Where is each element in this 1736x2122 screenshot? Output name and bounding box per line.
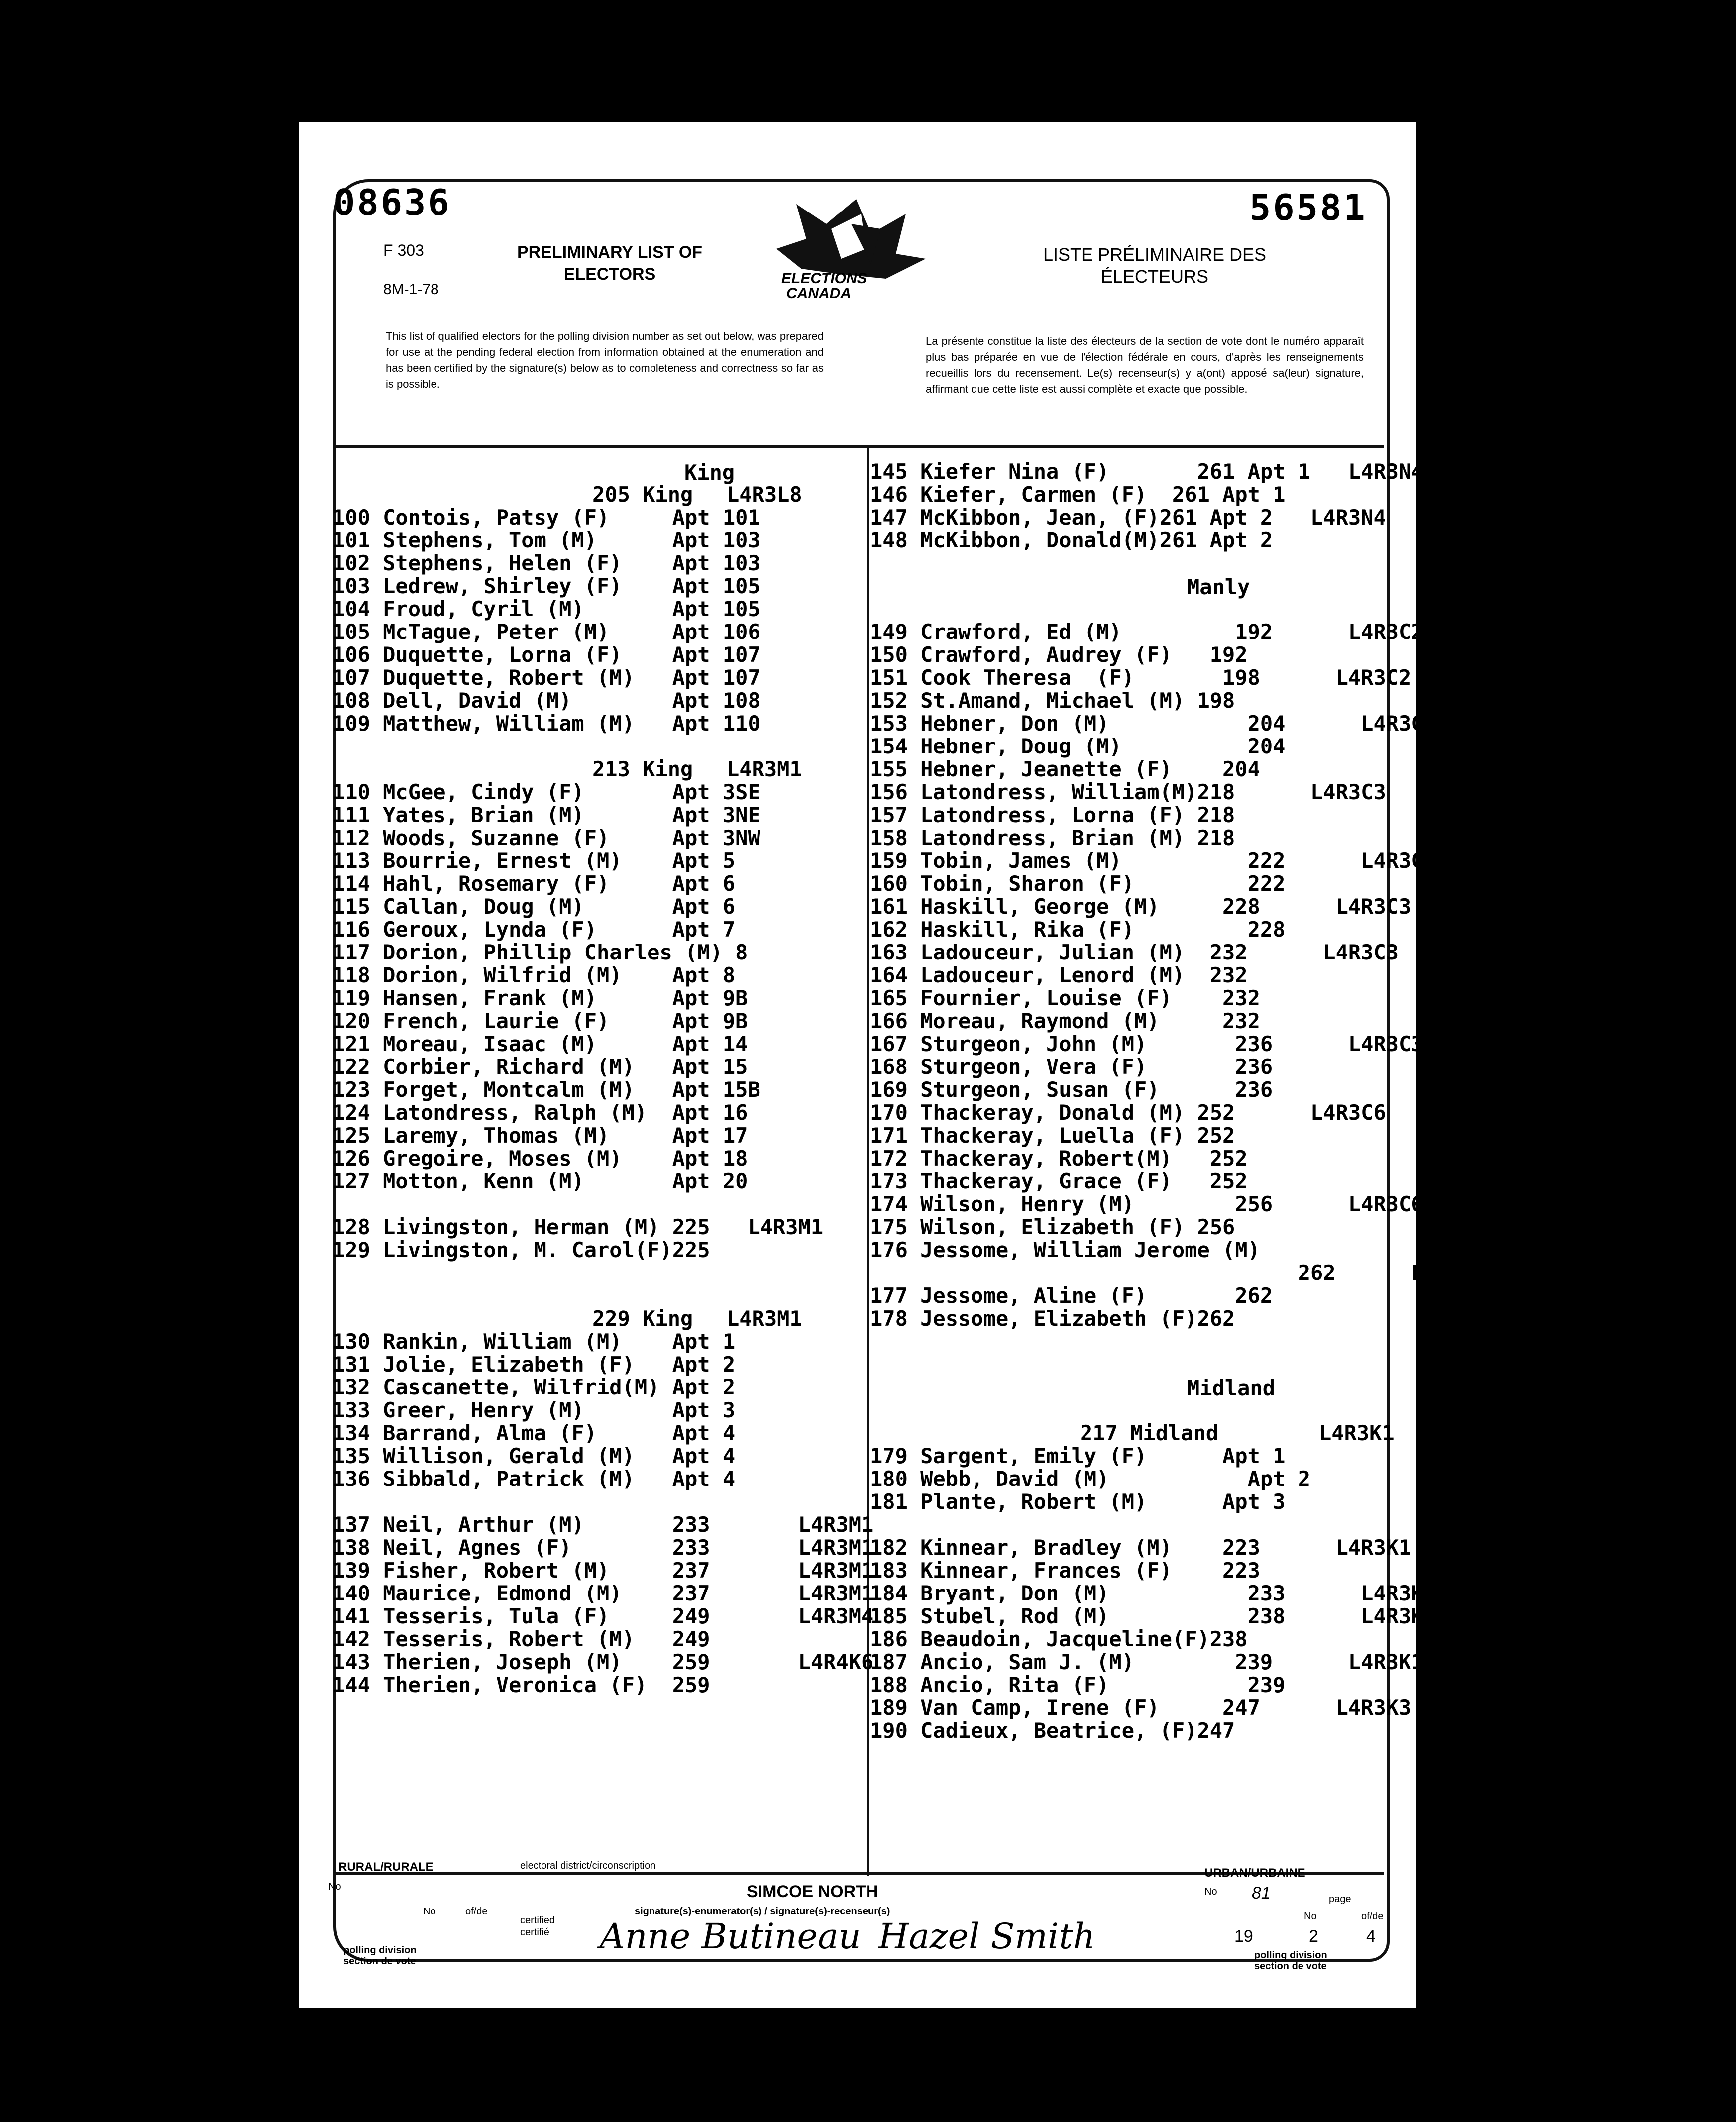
elector-row: 126 Gregoire, Moses (M) Apt 18: [332, 1146, 748, 1170]
elector-row: 171 Thackeray, Luella (F) 252: [870, 1123, 1235, 1148]
elector-row: 154 Hebner, Doug (M) 204: [870, 734, 1286, 758]
elector-row: 122 Corbier, Richard (M) Apt 15: [332, 1055, 748, 1079]
elector-row: 181 Plante, Robert (M) Apt 3: [870, 1489, 1286, 1514]
signature-label: signature(s)-enumerator(s) / signature(s)-recenseur(s): [635, 1906, 890, 1917]
elector-row: 157 Latondress, Lorna (F) 218: [870, 803, 1235, 827]
elector-row: 167 Sturgeon, John (M) 236 L4R3C3: [870, 1032, 1424, 1056]
intro-english: This list of qualified electors for the polling division number as set out below, was prepared for use at the pending federal election from information obtained at the enumeration and has been certified by the signature(s) below as to completeness and correctness so far as is possible.: [386, 330, 824, 390]
serial-number-left: 08636: [333, 182, 451, 223]
elector-row: 149 Crawford, Ed (M) 192 L4R3C2: [870, 620, 1424, 644]
elector-row: 150 Crawford, Audrey (F) 192: [870, 642, 1248, 667]
elector-row: 169 Sturgeon, Susan (F) 236: [870, 1077, 1273, 1102]
elector-row: 137 Neil, Arthur (M) 233 L4R3M1: [332, 1512, 874, 1537]
elector-row: 163 Ladouceur, Julian (M) 232 L4R3C3: [870, 940, 1399, 964]
elector-row: 111 Yates, Brian (M) Apt 3NE: [332, 803, 760, 827]
elector-row: 138 Neil, Agnes (F) 233 L4R3M1: [332, 1535, 874, 1560]
elector-row: 174 Wilson, Henry (M) 256 L4R3C6: [870, 1192, 1424, 1216]
elector-row: 189 Van Camp, Irene (F) 247 L4R3K3: [870, 1696, 1411, 1720]
elector-row: 176 Jessome, William Jerome (M): [870, 1238, 1260, 1262]
page-of-label: of/de: [1361, 1911, 1384, 1922]
elector-row: 130 Rankin, William (M) Apt 1: [332, 1329, 736, 1354]
elector-row: 125 Laremy, Thomas (M) Apt 17: [332, 1123, 748, 1148]
elector-row: 135 Willison, Gerald (M) Apt 4: [332, 1444, 736, 1468]
certifie-label: certifié: [520, 1927, 549, 1938]
elector-row: 182 Kinnear, Bradley (M) 223 L4R3K1: [870, 1535, 1411, 1560]
elector-row: 187 Ancio, Sam J. (M) 239 L4R3K1: [870, 1650, 1424, 1674]
header-divider: [333, 445, 1384, 448]
elector-row: 140 Maurice, Edmond (M) 237 L4R3M1: [332, 1581, 874, 1605]
elector-row: 160 Tobin, Sharon (F) 222: [870, 871, 1286, 896]
polling-division-label-right-fr: section de vote: [1254, 1961, 1327, 1972]
rural-no-label: No: [328, 1881, 341, 1892]
elector-row: 165 Fournier, Louise (F) 232: [870, 986, 1260, 1010]
elector-row: 104 Froud, Cyril (M) Apt 105: [332, 597, 760, 621]
enumerator-signature-1: Anne Butineau: [600, 1916, 861, 1957]
district-label: electoral district/circonscription: [520, 1860, 656, 1871]
elector-row: 123 Forget, Montcalm (M) Apt 15B: [332, 1077, 760, 1102]
elector-row: 115 Callan, Doug (M) Apt 6: [332, 894, 736, 919]
elector-row: 144 Therien, Veronica (F) 259: [332, 1673, 710, 1697]
polling-no-label: No: [423, 1906, 436, 1917]
elector-row: 109 Matthew, William (M) Apt 110: [332, 711, 760, 736]
street-heading: Manly: [1187, 575, 1250, 599]
elector-row: 107 Duquette, Robert (M) Apt 107: [332, 665, 760, 690]
elector-row: 121 Moreau, Isaac (M) Apt 14: [332, 1032, 748, 1056]
elector-row: 184 Bryant, Don (M) 233 L4R3K1: [870, 1581, 1436, 1605]
elector-row: 103 Ledrew, Shirley (F) Apt 105: [332, 574, 760, 598]
elector-row: 151 Cook Theresa (F) 198 L4R3C2: [870, 665, 1411, 690]
elector-row: 175 Wilson, Elizabeth (F) 256: [870, 1215, 1235, 1239]
polling-division-label: polling division: [343, 1945, 417, 1956]
elector-row: 101 Stephens, Tom (M) Apt 103: [332, 528, 760, 552]
elector-row: 188 Ancio, Rita (F) 239: [870, 1673, 1286, 1697]
logo-text-line2: CANADA: [786, 285, 851, 302]
address-heading: 213 King: [592, 757, 693, 781]
elector-row: 105 McTague, Peter (M) Apt 106: [332, 620, 760, 644]
form-number: F 303: [383, 241, 424, 259]
polling-of-label: of/de: [465, 1906, 488, 1917]
postal-code: L4R3L8: [727, 482, 802, 507]
address-heading: 205 King: [592, 482, 693, 507]
elector-row: 127 Motton, Kenn (M) Apt 20: [332, 1169, 748, 1193]
page-total-value: 4: [1366, 1927, 1376, 1946]
postal-code: L4R3M1: [727, 1306, 802, 1331]
serial-number-right: 56581: [1249, 187, 1367, 228]
elector-row: 110 McGee, Cindy (F) Apt 3SE: [332, 780, 760, 804]
polling-division-label-fr: section de vote: [343, 1956, 416, 1967]
elector-row: 170 Thackeray, Donald (M) 252 L4R3C6: [870, 1100, 1386, 1125]
elector-row: 186 Beaudoin, Jacqueline(F)238: [870, 1627, 1248, 1651]
address-heading: 229 King: [592, 1306, 693, 1331]
elector-row: 106 Duquette, Lorna (F) Apt 107: [332, 642, 760, 667]
elector-row: 146 Kiefer, Carmen (F) 261 Apt 1: [870, 482, 1286, 507]
elector-row: 161 Haskill, George (M) 228 L4R3C3: [870, 894, 1411, 919]
elector-row: 128 Livingston, Herman (M) 225 L4R3M1: [332, 1215, 824, 1239]
elector-row: 112 Woods, Suzanne (F) Apt 3NW: [332, 826, 760, 850]
elector-row: 166 Moreau, Raymond (M) 232: [870, 1009, 1260, 1033]
elector-row: 134 Barrand, Alma (F) Apt 4: [332, 1421, 736, 1445]
elector-row: 178 Jessome, Elizabeth (F)262: [870, 1306, 1235, 1331]
address-heading: 217 Midland: [1080, 1421, 1219, 1445]
elector-row: 113 Bourrie, Ernest (M) Apt 5: [332, 849, 736, 873]
certified-label: certified: [520, 1915, 555, 1926]
title-fr-line1: LISTE PRÉLIMINAIRE DES: [1043, 244, 1267, 265]
title-french: [1015, 244, 1294, 288]
elector-row: 114 Hahl, Rosemary (F) Apt 6: [332, 871, 736, 896]
elector-row: 159 Tobin, James (M) 222 L4R3C3: [870, 849, 1436, 873]
elector-row: 177 Jessome, Aline (F) 262: [870, 1283, 1273, 1308]
elector-row: 142 Tesseris, Robert (M) 249: [332, 1627, 710, 1651]
elector-row: 173 Thackeray, Grace (F) 252: [870, 1169, 1248, 1193]
elector-row: 136 Sibbald, Patrick (M) Apt 4: [332, 1467, 736, 1491]
elector-row: 155 Hebner, Jeanette (F) 204: [870, 757, 1260, 781]
enumerator-signature-2: Hazel Smith: [878, 1916, 1095, 1957]
elector-row: 143 Therien, Joseph (M) 259 L4R4K6: [332, 1650, 874, 1674]
postal-code: L4R3M1: [727, 757, 802, 781]
elector-row: 262 L4R3C6: [870, 1261, 1487, 1285]
intro-french: La présente constitue la liste des électeurs de la section de vote dont le numéro apparaît plus bas préparée en vue de l'élection fédérale en cours, d'après les renseignements recueillis lors du recensement. Le(s) recenseur(s) y a(ont) apposé sa(leur) signature, affirmant que cette liste est aussi complète et exacte que possible.: [926, 335, 1364, 395]
title-en-line1: PRELIMINARY LIST OF: [517, 243, 703, 262]
street-heading: Midland: [1187, 1376, 1276, 1400]
elector-row: 147 McKibbon, Jean, (F)261 Apt 2 L4R3N4: [870, 505, 1386, 530]
form-date: 8M-1-78: [383, 281, 439, 298]
year-value: 19: [1234, 1927, 1253, 1946]
elector-row: 129 Livingston, M. Carol(F)225: [332, 1238, 710, 1262]
title-fr-line2: ÉLECTEURS: [1100, 266, 1209, 287]
urban-label: URBAN/URBAINE: [1204, 1866, 1305, 1880]
elector-row: 156 Latondress, William(M)218 L4R3C3: [870, 780, 1386, 804]
elector-row: 153 Hebner, Don (M) 204 L4R3C2: [870, 711, 1436, 736]
elector-row: 116 Geroux, Lynda (F) Apt 7: [332, 917, 736, 942]
elector-row: 108 Dell, David (M) Apt 108: [332, 688, 760, 713]
elector-row: 100 Contois, Patsy (F) Apt 101: [332, 505, 760, 530]
street-heading: King: [684, 460, 735, 485]
elector-row: 132 Cascanette, Wilfrid(M) Apt 2: [332, 1375, 736, 1399]
elector-row: 158 Latondress, Brian (M) 218: [870, 826, 1235, 850]
elector-row: 102 Stephens, Helen (F) Apt 103: [332, 551, 760, 575]
elector-row: 148 McKibbon, Donald(M)261 Apt 2: [870, 528, 1273, 552]
elector-row: 183 Kinnear, Frances (F) 223: [870, 1558, 1260, 1583]
postal-code: L4R3K1: [1319, 1421, 1395, 1445]
urban-no-label: No: [1204, 1886, 1217, 1897]
elector-row: 164 Ladouceur, Lenord (M) 232: [870, 963, 1248, 987]
elector-row: 119 Hansen, Frank (M) Apt 9B: [332, 986, 748, 1010]
elector-row: 185 Stubel, Rod (M) 238 L4R3K2: [870, 1604, 1436, 1628]
elector-row: 120 French, Laurie (F) Apt 9B: [332, 1009, 748, 1033]
rural-label: RURAL/RURALE: [338, 1860, 434, 1874]
elector-row: 168 Sturgeon, Vera (F) 236: [870, 1055, 1273, 1079]
title-english: [490, 241, 729, 285]
page-label: page: [1329, 1894, 1351, 1905]
elector-row: 145 Kiefer Nina (F) 261 Apt 1 L4R3N4: [870, 459, 1424, 484]
elector-row: 190 Cadieux, Beatrice, (F)247: [870, 1718, 1235, 1743]
elector-row: 172 Thackeray, Robert(M) 252: [870, 1146, 1248, 1170]
elector-row: 141 Tesseris, Tula (F) 249 L4R3M4: [332, 1604, 874, 1628]
elector-row: 131 Jolie, Elizabeth (F) Apt 2: [332, 1352, 736, 1377]
elector-row: 179 Sargent, Emily (F) Apt 1: [870, 1444, 1286, 1468]
urban-no-value: 81: [1252, 1884, 1271, 1903]
title-en-line2: ELECTORS: [563, 265, 656, 284]
elector-row: 124 Latondress, Ralph (M) Apt 16: [332, 1100, 748, 1125]
logo-text-line1: ELECTIONS: [781, 270, 867, 287]
district-value: SIMCOE NORTH: [747, 1882, 878, 1901]
elector-row: 139 Fisher, Robert (M) 237 L4R3M1: [332, 1558, 874, 1583]
elector-row: 133 Greer, Henry (M) Apt 3: [332, 1398, 736, 1422]
logo-text: [781, 271, 867, 301]
elector-row: 162 Haskill, Rika (F) 228: [870, 917, 1286, 942]
elector-row: 152 St.Amand, Michael (M) 198: [870, 688, 1235, 713]
elector-row: 180 Webb, David (M) Apt 2: [870, 1467, 1311, 1491]
polling-division-label-right: polling division: [1254, 1950, 1327, 1961]
elector-row: 118 Dorion, Wilfrid (M) Apt 8: [332, 963, 736, 987]
page-no-label: No: [1304, 1911, 1317, 1922]
elector-row: 117 Dorion, Phillip Charles (M) 8: [332, 940, 748, 964]
page-number-value: 2: [1309, 1927, 1318, 1946]
